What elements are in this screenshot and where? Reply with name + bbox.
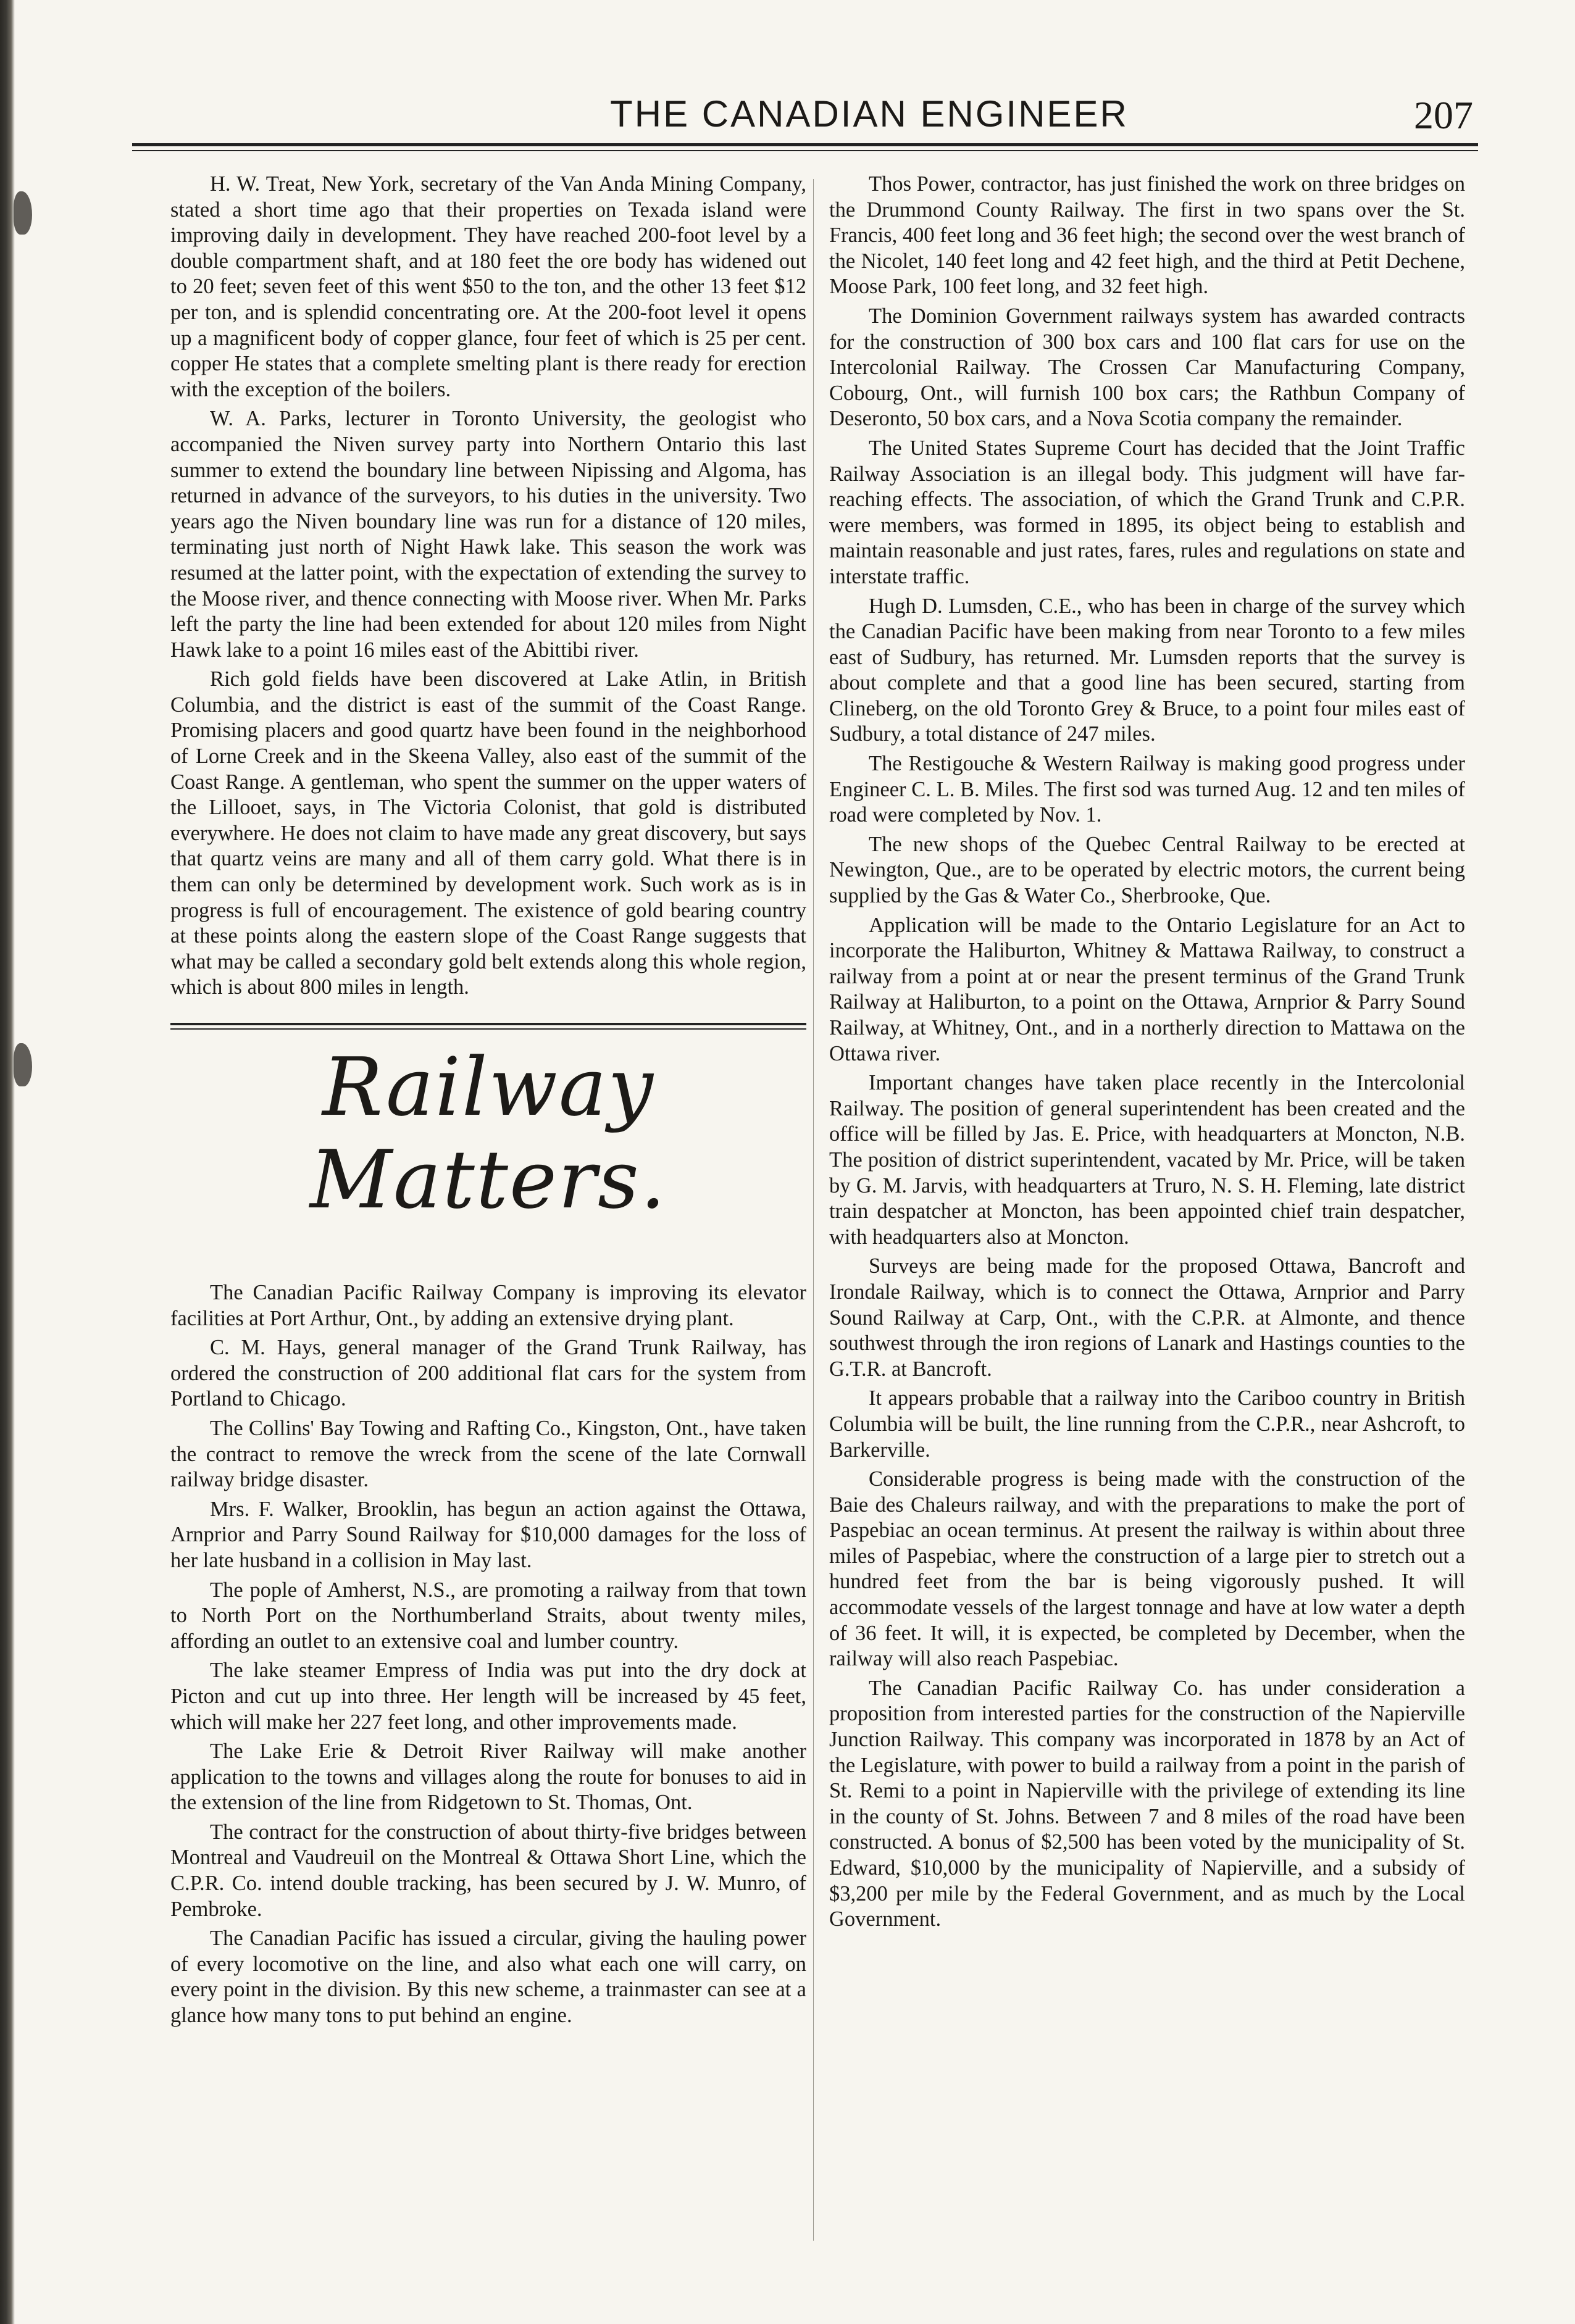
right-column: [829, 172, 1465, 1936]
article-paragraph: Thos Power, contractor, has just finished the work on three bridges on the Drummond County Railway. The first in two spans over the St. Francis, 400 feet long and 36 feet high; the second over the west branch of the Nicolet, 140 feet long and 42 feet high, and the third at Petit Dechene, Moose Park, 100 feet long, and 32 feet high.: [829, 172, 1465, 299]
article-paragraph: The Lake Erie & Detroit River Railway will make another application to the towns and villages along the route for bonuses to aid in the extension of the line from Ridgetown to St. Thomas, Ont.: [170, 1739, 806, 1815]
article-paragraph: W. A. Parks, lecturer in Toronto University, the geologist who accompanied the Niven survey party into Northern Ontario this last summer to extend the boundary line between Nipissing and Algoma, has returned in advance of the surveyors, to his duties in the university. Two years ago the Niven boundary line was run for a distance of 120 miles, terminating just north of Night Hawk lake. This season the work was resumed at the latter point, with the expectation of extending the survey to the Moose river, and thence connecting with Moose river. When Mr. Parks left the party the line had been extended for about 120 miles from Night Hawk lake to a point 16 miles east of the Abittibi river.: [170, 407, 806, 662]
article-paragraph: The lake steamer Empress of India was put into the dry dock at Picton and cut up into three. Her length will be increased by 45 feet, which will make her 227 feet long, and other improvements made.: [170, 1659, 806, 1734]
article-paragraph: The pople of Amherst, N.S., are promoting a railway from that town to North Port on the Northumberland Straits, about twenty miles, affording an outlet to an extensive coal and lumber country.: [170, 1578, 806, 1653]
article-paragraph: C. M. Hays, general manager of the Grand Trunk Railway, has ordered the construction of 200 additional flat cars for the system from Portland to Chicago.: [170, 1336, 806, 1411]
scan-binding-edge: [0, 0, 15, 2324]
article-paragraph: Rich gold fields have been discovered at Lake Atlin, in British Columbia, and the district is east of the summit of the Coast Range. Promising placers and good quartz have been found in the neighborhood of Lorne Creek and in the Skeena Valley, also east of the summit of the Coast Range. A gentleman, who spent the summer on the upper waters of the Lillooet, says, in The Victoria Colonist, that gold is distributed everywhere. He does not claim to have made any great discovery, but says that quartz veins are many and all of them carry gold. What there is in them can only be determined by development work. Such work as is in progress is full of encouragement. The existence of gold bearing country at these points along the eastern slope of the Coast Range suggests that what may be called a secondary gold belt extends along this whole region, which is about 800 miles in length.: [170, 667, 806, 999]
article-paragraph: The contract for the construction of about thirty-five bridges between Montreal and Vaudreuil on the Montreal & Ottawa Short Line, which the C.P.R. Co. intend double tracking, has been secured by J. W. Munro, of Pembroke.: [170, 1820, 806, 1921]
article-paragraph: The Restigouche & Western Railway is making good progress under Engineer C. L. B. Miles. The first sod was turned Aug. 12 and ten miles of road were completed by Nov. 1.: [829, 752, 1465, 827]
article-paragraph: It appears probable that a railway into the Cariboo country in British Columbia will be built, the line running from the C.P.R., near Ashcroft, to Barkerville.: [829, 1386, 1465, 1462]
page-header: [132, 93, 1478, 142]
running-title: THE CANADIAN ENGINEER: [610, 93, 1129, 135]
article-paragraph: The Canadian Pacific has issued a circular, giving the hauling power of every locomotive on the line, and also what each one will carry, on every point in the division. By this new scheme, a trainmaster can see at a glance how many tons to put behind an engine.: [170, 1926, 806, 2028]
article-paragraph: The United States Supreme Court has decided that the Joint Traffic Railway Association is an illegal body. This judgment will have far-reaching effects. The association, of which the Grand Trunk and C.P.R. were members, was formed in 1895, its object being to establish and maintain reasonable and just rates, fares, rules and regulations on state and interstate traffic.: [829, 436, 1465, 588]
article-paragraph: The new shops of the Quebec Central Railway to be erected at Newington, Que., are to be operated by electric motors, the current being supplied by the Gas & Water Co., Sherbrooke, Que.: [829, 832, 1465, 908]
article-paragraph: Hugh D. Lumsden, C.E., who has been in charge of the survey which the Canadian Pacific have been making from near Toronto to a few miles east of Sudbury, has returned. Mr. Lumsden reports that the survey is about complete and that a good line has been secured, starting from Clineberg, on the old Toronto Grey & Bruce, to a point four miles east of Sudbury, a total distance of 247 miles.: [829, 594, 1465, 746]
article-paragraph: The Collins' Bay Towing and Rafting Co., Kingston, Ont., have taken the contract to remove the wreck from the scene of the late Cornwall railway bridge disaster.: [170, 1416, 806, 1492]
section-rule: [170, 1023, 806, 1030]
binding-mark: [14, 191, 32, 235]
binding-mark: [14, 1043, 32, 1086]
article-paragraph: Application will be made to the Ontario Legislature for an Act to incorporate the Haliburton, Whitney & Mattawa Railway, to construct a railway from a point at or near the present terminus of the Grand Trunk Railway at Haliburton, to a point on the Ottawa, Arnprior & Parry Sound Railway, at Whitney, Ont., and in a northerly direction to Mattawa on the Ottawa river.: [829, 913, 1465, 1065]
article-paragraph: Important changes have taken place recently in the Intercolonial Railway. The position of general superintendent has been created and the office will be filled by Jas. E. Price, with headquarters at Moncton, N.B. The position of district superintendent, vacated by Mr. Price, will be taken by G. M. Jarvis, with headquarters at Truro, N. S. H. Fleming, late district train despatcher at Moncton, has been appointed chief train despatcher, with headquarters also at Moncton.: [829, 1071, 1465, 1249]
article-paragraph: The Canadian Pacific Railway Co. has under consideration a proposition from interested parties for the construction of the Napierville Junction Railway. This company was incorporated in 1878 by an Act of the Legislature, with power to build a railway from a point in the parish of St. Remi to a point in Napierville with the privilege of extending its line in the county of St. Johns. Between 7 and 8 miles of the road have been constructed. A bonus of $2,500 has been voted by the municipality of St. Edward, $10,000 by the municipality of Napierville, and a subsidy of $3,200 per mile by the Federal Government, and as much by the Local Government.: [829, 1676, 1465, 1931]
article-paragraph: Considerable progress is being made with the construction of the Baie des Chaleurs railway, and with the preparations to make the port of Paspebiac an ocean terminus. At present the railway is within about three miles of Paspebiac, where the construction of a large pier to stretch out a hundred feet from the bar is being vigorously pushed. It will accommodate vessels of the largest tonnage and have at low water a depth of 36 feet. It will, it is expected, be completed by December, when the railway will also reach Paspebiac.: [829, 1467, 1465, 1671]
left-column: [170, 172, 806, 2033]
article-paragraph: The Canadian Pacific Railway Company is improving its elevator facilities at Port Arthur, Ont., by adding an extensive drying plant.: [170, 1281, 806, 1330]
article-paragraph: Mrs. F. Walker, Brooklin, has begun an action against the Ottawa, Arnprior and Parry Sound Railway for $10,000 damages for the loss of her late husband in a collision in May last.: [170, 1497, 806, 1572]
page-number: 207: [1414, 93, 1473, 137]
article-paragraph: H. W. Treat, New York, secretary of the Van Anda Mining Company, stated a short time ago that their properties on Texada island were improving daily in development. They have reached 200-foot level by a double compartment shaft, and at 180 feet the ore body has widened out to 20 feet; seven feet of this went $50 to the ton, and the other 13 feet $12 per ton, and is splendid concentrating ore. At the 200-foot level it opens up a magnificent body of copper glance, four feet of which is 25 per cent. copper He states that a complete smelting plant is there ready for erection with the exception of the boilers.: [170, 172, 806, 401]
header-rule: [132, 143, 1478, 151]
section-heading: Railway Matters.: [309, 1040, 667, 1227]
article-paragraph: Surveys are being made for the proposed Ottawa, Bancroft and Irondale Railway, which is to connect the Ottawa, Arnprior and Parry Sound Railway at Carp, Ont., with the C.P.R. at Almonte, and thence southwest through the iron regions of Lanark and Hastings counties to the G.T.R. at Bancroft.: [829, 1254, 1465, 1381]
article-paragraph: The Dominion Government railways system has awarded contracts for the construction of 300 box cars and 100 flat cars for use on the Intercolonial Railway. The Crossen Car Manufacturing Company, Cobourg, Ont., will furnish 100 box cars; the Rathbun Company of Deseronto, 50 box cars, and a Nova Scotia company the remainder.: [829, 304, 1465, 431]
column-divider: [813, 179, 814, 2241]
